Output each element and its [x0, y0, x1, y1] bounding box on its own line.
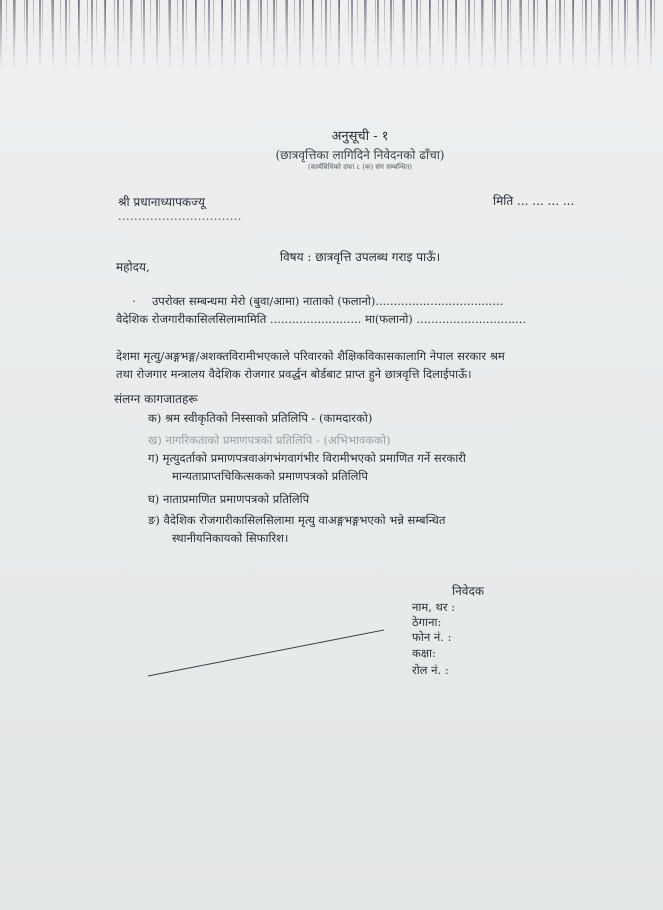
- applicant-field-roll: रोल नं. :: [412, 663, 449, 677]
- subject-line: विषय : छात्रवृत्ति उपलब्ध गराइ पाऊँ।: [279, 250, 441, 264]
- salutation: महोदय,: [116, 260, 150, 274]
- applicant-field-address: ठेगाना:: [412, 615, 442, 629]
- enclosure-item: ख) नागरिकताको प्रमाणपत्रको प्रतिलिपि - (अभिभावकको): [148, 433, 391, 447]
- applicant-heading: निवेदक: [452, 584, 485, 598]
- applicant-field-name: नाम, थर :: [412, 600, 456, 614]
- applicant-field-class: कक्षा:: [412, 646, 436, 660]
- date-label: मिति ... ... ... ...: [493, 194, 575, 208]
- document-subtitle: (छात्रवृत्तिका लागिदिने निवेदनको ढाँचा): [275, 148, 445, 162]
- enclosure-item: क) श्रम स्वीकृतिको निस्साको प्रतिलिपि - (कामदारको): [148, 411, 373, 425]
- enclosure-item-continued: स्थानीयनिकायको सिफारिश।: [172, 531, 289, 545]
- enclosure-item: ङ) वैदेशिक रोजगारीकासिलसिलामा मृत्यु वाअङ्गभङ्गभएको भन्ने सम्बन्धित: [148, 513, 446, 527]
- body-line: देशमा मृत्यु/अङ्गभङ्ग/अशक्तविरामीभएकाले परिवारको शैक्षिकविकासकालागि नेपाल सरकार श्रम: [116, 349, 505, 363]
- enclosures-heading: संलग्न कागजातहरू: [114, 392, 198, 406]
- body-line: तथा रोजगार मन्त्रालय वैदेशिक रोजगार प्रवर्द्धन बोर्डबाट प्राप्त हुने छात्रवृत्ति दिलाईपाऊँ।: [116, 367, 472, 381]
- addressee: श्री प्रधानाध्यापकज्यू: [118, 195, 205, 209]
- enclosure-item: ग) मृत्युदर्ताको प्रमाणपत्रवाअंगभंगवागंभीर विरामीभएको प्रमाणित गर्ने सरकारी: [148, 451, 466, 465]
- enclosure-item: घ) नाताप्रमाणित प्रमाणपत्रको प्रतिलिपि: [148, 492, 310, 506]
- enclosure-item-continued: मान्यताप्राप्तचिकित्सकको प्रमाणपत्रको प्रतिलिपि: [172, 469, 368, 483]
- body-line: वैदेशिक रोजगारीकासिलसिलामामिति ......................... मा(फलानो) ..............................: [116, 312, 527, 326]
- document-title: अनुसूची - १: [331, 129, 389, 144]
- body-line: · उपरोक्त सम्बन्धमा मेरो (बुवा/आमा) नाताको (फलानो)...................................: [132, 294, 504, 308]
- document-subnote: (कार्यविधिको दफा ८ (क) संग सम्बन्धित): [308, 163, 412, 171]
- addressee-dots: ...............................: [118, 210, 242, 223]
- applicant-field-phone: फोन नं. :: [412, 630, 452, 644]
